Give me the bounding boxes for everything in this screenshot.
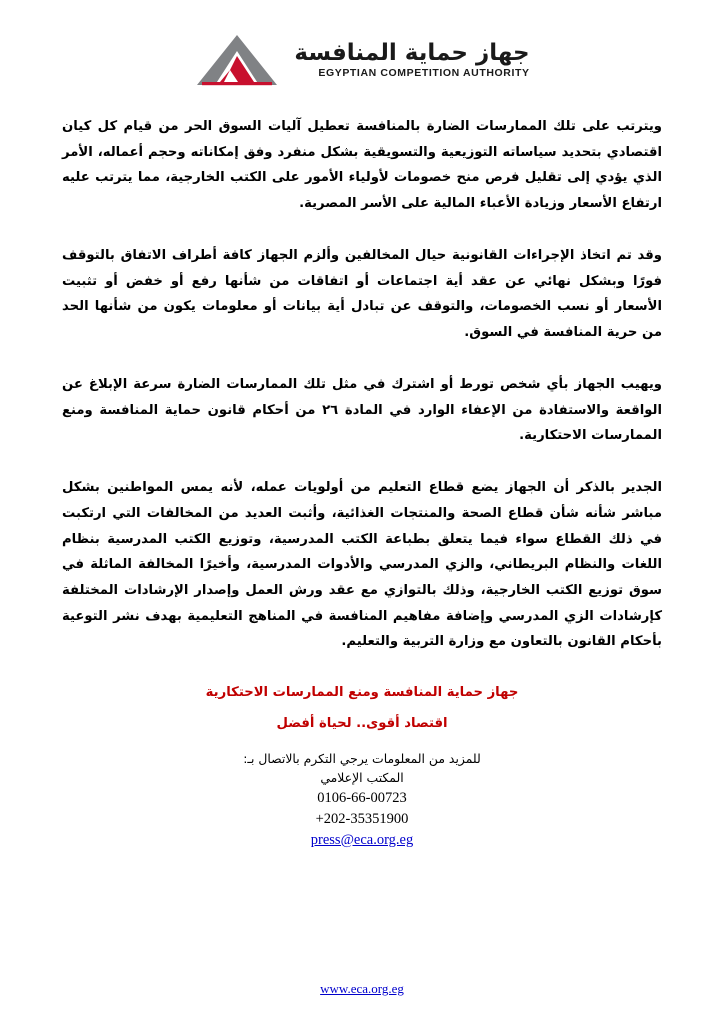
org-name-english: EGYPTIAN COMPETITION AUTHORITY	[318, 67, 530, 80]
logo-text-block	[294, 41, 529, 79]
contact-block	[62, 749, 662, 850]
paragraph-1: ويترتب على تلك الممارسات الضارة بالمنافسة تعطيل آليات السوق الحر من قيام كل كيان اقتصادي بتحديد سياساته التوزيعية والتسويقية بشكل منفرد وفق إمكاناته وحجم أعماله، الأمر الذي يؤدي إلى تقليل فرص منح خصومات لأولياء الأمور على الكتب الخارجية، مما يترتب عليه ارتفاع الأسعار وزيادة الأعباء المالية على الأسر المصرية.	[62, 119, 662, 212]
document-footer	[0, 980, 724, 998]
document-header	[62, 32, 662, 88]
paragraph-4: الجدير بالذكر أن الجهاز يضع قطاع التعليم من أولويات عمله، لأنه يمس المواطنين بشكل مباشر شأنه شأن قطاع الصحة والمنتجات الغذائية، وأثبت العديد من المخالفات التي ارتكبت في ذلك القطاع سواء فيما يتعلق بطباعة الكتب المدرسية، وتوزيع الكتب المدرسية بنظام اللغات والنظام البريطاني، والزي المدرسي والأدوات المدرسية، وأخيرًا المخالفة الماثلة في سوق توزيع الكتب الخارجية، وذلك بالتوازي مع عقد ورش العمل وإصدار الإرشادات المختلفة كإرشادات الزي المدرسي وإضافة مفاهيم المنافسة في المناهج التعليمية بهدف نشر التوعية بأحكام القانون بالتعاون مع وزارة التربية والتعليم.	[62, 480, 662, 650]
website-link[interactable]: www.eca.org.eg	[320, 981, 404, 996]
eca-triangle-logo-icon	[194, 32, 280, 88]
paragraph-3: ويهيب الجهاز بأي شخص تورط أو اشترك في مثل تلك الممارسات الضارة سرعة الإبلاغ عن الواقعة والاستفادة من الإعفاء الوارد في المادة ٢٦ من أحكام قانون حماية المنافسة ومنع الممارسات الاحتكارية.	[62, 376, 663, 444]
paragraph-2: وقد تم اتخاذ الإجراءات القانونية حيال المخالفين وألزم الجهاز كافة أطراف الاتفاق بالتوقف فورًا وبشكل نهائي عن عقد أية اجتماعات أو اتفاقات من شأنها رفع أو خفض أو تثبيت الأسعار أو نسب الخصومات، والتوقف عن تبادل أية بيانات أو معلومات يكون من شأنها الحد من حرية المنافسة في السوق.	[62, 247, 662, 341]
contact-office: المكتب الإعلامي	[320, 770, 404, 786]
contact-phone-mobile: 0106-66-00723	[317, 789, 407, 806]
slogan-tagline: اقتصاد أقوى.. لحياة أفضل	[276, 716, 448, 732]
contact-phone-landline: +202-35351900	[315, 810, 409, 827]
slogan-authority-name: جهاز حماية المنافسة ومنع الممارسات الاحتكارية	[205, 685, 519, 701]
contact-email-link[interactable]: press@eca.org.eg	[310, 831, 414, 848]
org-name-arabic: جهاز حماية المنافسة	[294, 39, 530, 66]
contact-intro: للمزيد من المعلومات يرجي التكرم بالاتصال بـ:	[243, 751, 481, 767]
